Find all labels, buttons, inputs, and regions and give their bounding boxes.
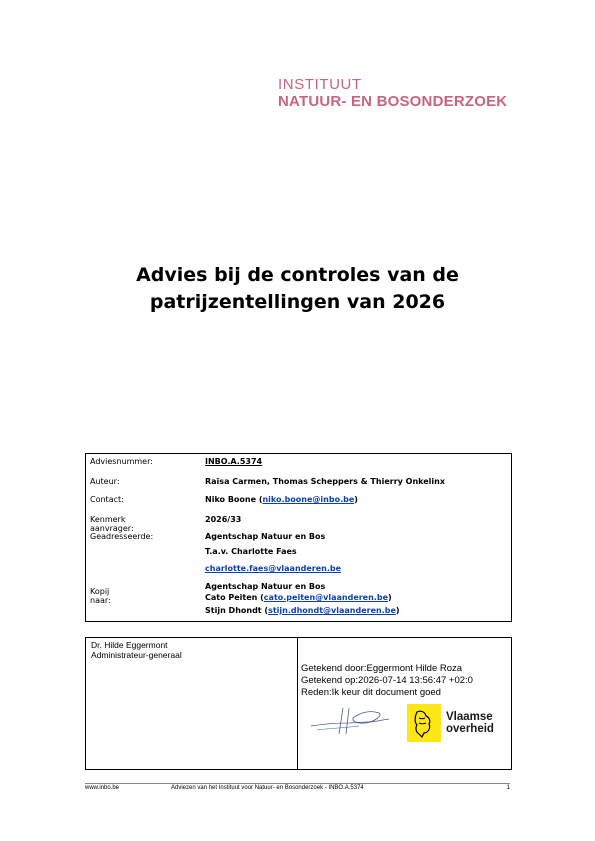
label-adviesnummer: Adviesnummer: [90,457,153,466]
value-adviesnummer: INBO.A.5374 [205,457,263,466]
label-kenmerk: Kenmerk aanvrager: [90,515,134,533]
kopij-name-2: Cato Peiten ( [205,593,264,602]
signatory-cell [86,638,298,769]
footer-site: www.inbo.be [85,785,120,791]
kopij-line-1: Agentschap Natuur en Bos [205,582,326,591]
geadresseerde-email-link[interactable]: charlotte.faes@vlaanderen.be [205,564,342,573]
label-contact: Contact: [90,495,124,504]
value-kenmerk: 2026/33 [205,515,242,524]
vo-line-2: overheid [446,723,494,735]
signed-by: Getekend door:Eggermont Hilde Roza [301,663,463,674]
vo-yellow-block [407,704,441,742]
geadresseerde-line-1: Agentschap Natuur en Bos [205,532,326,541]
footer-page-number: 1 [506,785,510,791]
logo-line-1: INSTITUUT [278,76,362,93]
label-geadresseerde: Geadresseerde: [90,532,154,541]
kopij-line-3 [205,606,400,615]
kopij-email-2-link[interactable]: cato.peiten@vlaanderen.be [263,593,388,602]
logo-line-2: NATUUR- EN BOSONDERZOEK [278,93,508,110]
kopij-line-2 [205,593,392,602]
inbo-logo [276,71,511,116]
value-contact [205,495,358,504]
kopij-name-3: Stijn Dhondt ( [205,606,269,615]
signed-on: Getekend op:2026-07-14 13:56:47 +02:0 [301,675,473,686]
kopij-email-3-link[interactable]: stijn.dhondt@vlaanderen.be [268,606,396,615]
contact-email-link[interactable]: niko.boone@inbo.be [262,495,355,504]
title-line-1: Advies bij de controles van de [136,264,459,286]
handwritten-signature [309,704,394,738]
vo-line-1: Vlaamse [446,711,493,723]
label-auteur: Auteur: [90,477,120,486]
contact-name: Niko Boone ( [205,495,263,504]
signatory-role: Administrateur-generaal [91,650,182,660]
footer-series: Adviezen van het Instituut voor Natuur- en Bosonderzoek - INBO.A.5374 [171,785,364,791]
vlaamse-overheid-logo [407,704,505,742]
value-auteur: Raïsa Carmen, Thomas Scheppers & Thierry Onkelinx [205,477,446,486]
label-kopij: Kopij naar: [90,587,111,605]
page-footer [85,783,510,791]
document-title [60,262,535,316]
title-line-2: patrijzentellingen van 2026 [149,291,446,313]
signed-reason: Reden:Ik keur dit document goed [301,687,441,698]
signature-info [301,663,473,699]
lion-icon [407,704,441,742]
contact-close: ) [354,495,358,504]
kopij-close-2: ) [388,593,392,602]
signatory-name: Dr. Hilde Eggermont [91,640,168,650]
signature-table [85,637,512,770]
signature-cell [299,638,511,769]
metadata-table [85,453,512,622]
geadresseerde-line-2: T.a.v. Charlotte Faes [205,547,297,556]
kopij-close-3: ) [395,606,400,615]
